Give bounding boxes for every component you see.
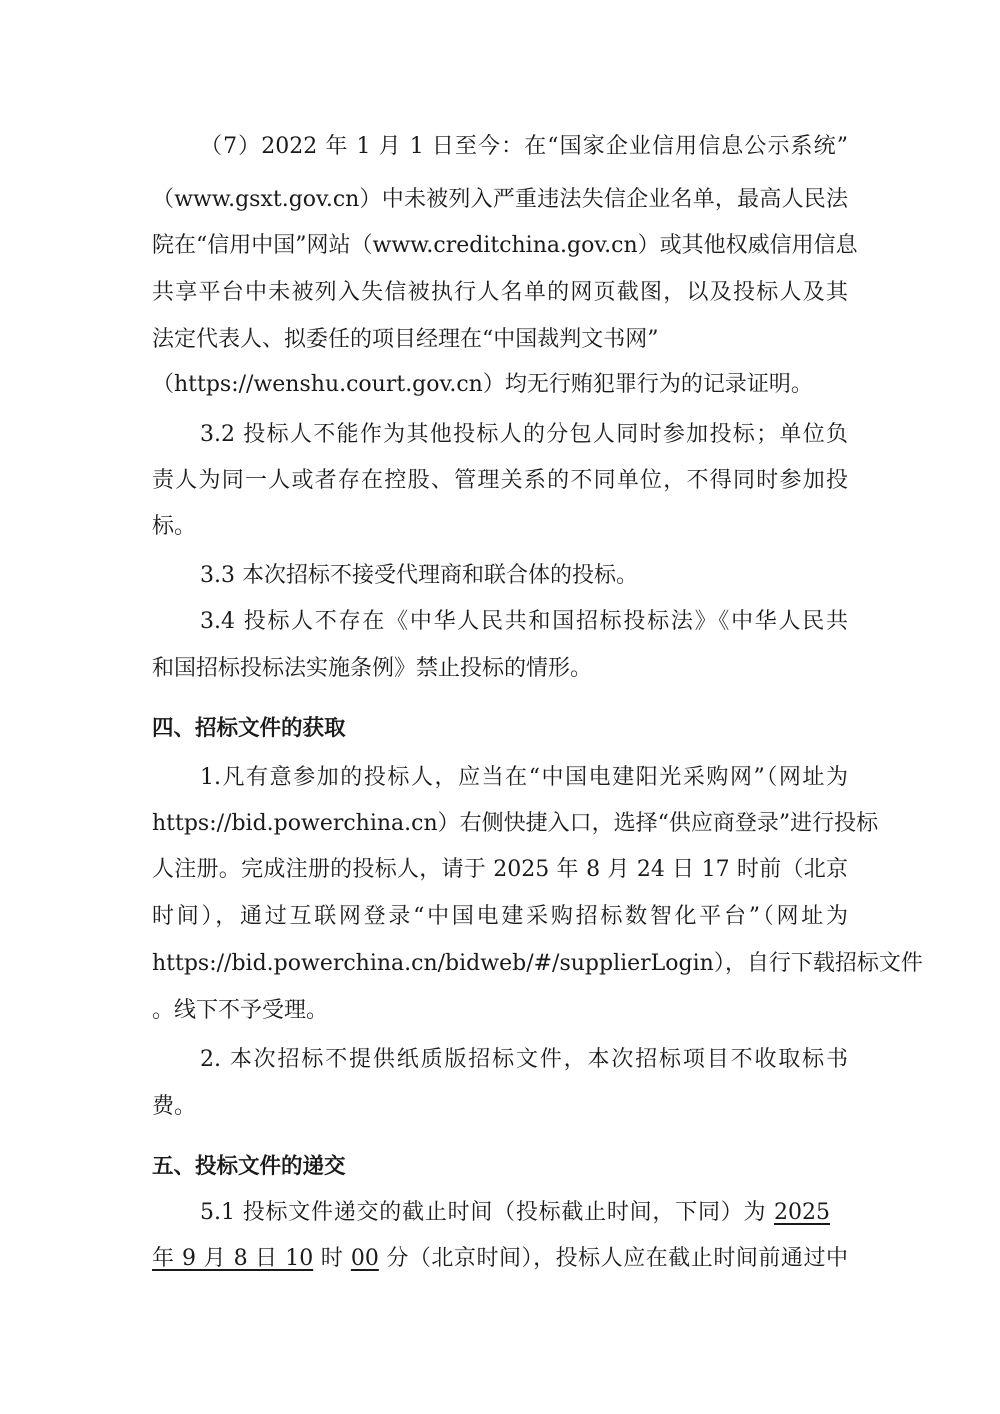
section4-p1-line: https://bid.powerchina.cn/bidweb/#/supplierLogin），自行下载招标文件 [152,951,923,976]
deadline-year: 2025 [774,1200,831,1225]
clause-5-1-text: 分（北京时间），投标人应在截止时间前通过中 [386,1246,848,1271]
clause-5-1-text: 5.1 投标文件递交的截止时间（投标截止时间，下同）为 [200,1200,767,1225]
clause-3-4-line: 和国招标投标法实施条例》禁止投标的情形。 [152,656,593,681]
item7-line: 共享平台中未被列入失信被执行人名单的网页截图，以及投标人及其 [152,280,848,305]
item7-line: （www.gsxt.gov.cn）中未被列入严重违法失信企业名单，最高人民法 [152,187,848,212]
item7-line: （https://wenshu.court.gov.cn）均无行贿犯罪行为的记录证明。 [152,372,813,397]
section5-p1-line [200,1199,830,1227]
hour-unit: 时 [320,1246,344,1271]
section4-p1-line: https://bid.powerchina.cn）右侧快捷入口，选择“供应商登录”进行投标 [152,811,879,836]
section-heading: 四、招标文件的获取 [152,716,346,741]
item7-line: 院在“信用中国”网站（www.creditchina.gov.cn）或其他权威信用信息 [152,233,858,258]
section4-p1-line: 。线下不予受理。 [152,998,329,1023]
deadline-minute: 00 [350,1246,379,1271]
section4-p2-line: 2. 本次招标不提供纸质版招标文件，本次招标项目不收取标书 [200,1047,848,1072]
clause-3-4-line: 3.4 投标人不存在《中华人民共和国招标投标法》《中华人民共 [200,609,848,634]
section4-p1-line: 人注册。完成注册的投标人，请于 2025 年 8 月 24 日 17 时前（北京 [152,857,848,882]
section4-p1-line: 1.凡有意参加的投标人，应当在“中国电建阳光采购网”（网址为 [200,765,848,790]
section4-p2-line: 费。 [152,1094,197,1119]
deadline-date: 年 9 月 8 日 10 [152,1246,314,1271]
section-heading: 五、投标文件的递交 [152,1154,346,1179]
clause-3-3-line: 3.3 本次招标不接受代理商和联合体的投标。 [200,563,638,588]
section4-p1-line: 时间），通过互联网登录“中国电建采购招标数智化平台”（网址为 [152,904,848,929]
clause-3-2-line: 标。 [152,514,197,539]
section5-p1-line [152,1245,848,1273]
item7-line: （7）2022 年 1 月 1 日至今：在“国家企业信用信息公示系统” [200,134,848,159]
clause-3-2-line: 责人为同一人或者存在控股、管理关系的不同单位，不得同时参加投 [152,468,848,493]
item7-line: 法定代表人、拟委任的项目经理在“中国裁判文书网” [152,327,659,352]
clause-3-2-line: 3.2 投标人不能作为其他投标人的分包人同时参加投标；单位负 [200,422,848,447]
